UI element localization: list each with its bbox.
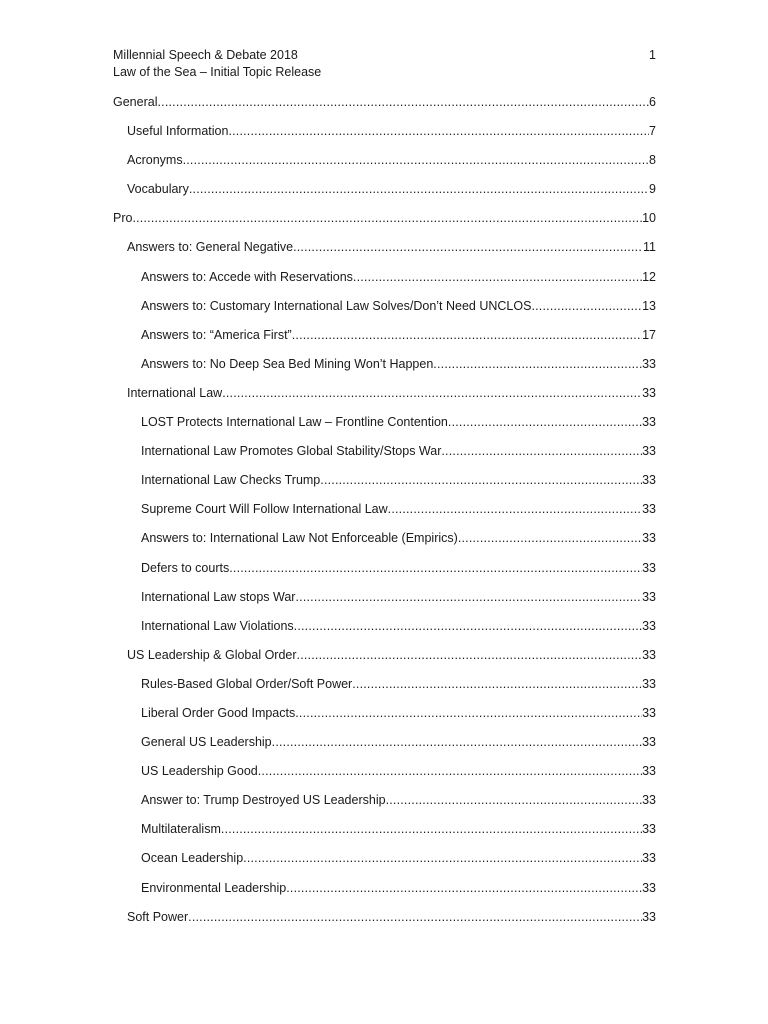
toc-entry-page: 33 — [642, 909, 656, 924]
toc-entry-page: 33 — [642, 502, 656, 517]
toc-entry[interactable] — [113, 645, 656, 674]
toc-entry-page: 33 — [642, 880, 656, 895]
dot-leader — [448, 412, 642, 432]
toc-entry-page: 7 — [649, 124, 656, 139]
dot-leader — [228, 121, 649, 141]
page-number: 1 — [649, 48, 656, 62]
header-title: Millennial Speech & Debate 2018 — [113, 48, 298, 62]
toc-entry[interactable] — [113, 267, 656, 296]
toc-entry[interactable] — [113, 354, 656, 383]
toc-entry[interactable] — [113, 616, 656, 645]
toc-entry[interactable] — [113, 412, 656, 441]
toc-entry-title: Answer to: Trump Destroyed US Leadership — [141, 793, 386, 808]
toc-entry-title: Liberal Order Good Impacts — [141, 705, 296, 720]
toc-entry[interactable] — [113, 325, 656, 354]
toc-entry-title: Defers to courts — [141, 560, 230, 575]
toc-entry-page: 10 — [642, 211, 656, 226]
toc-entry-page: 33 — [642, 473, 656, 488]
toc-entry-page: 33 — [642, 764, 656, 779]
toc-entry[interactable] — [113, 208, 656, 237]
toc-entry-page: 33 — [642, 647, 656, 662]
toc-entry-page: 13 — [642, 298, 656, 313]
toc-entry[interactable] — [113, 907, 656, 936]
toc-entry-page: 33 — [642, 793, 656, 808]
dot-leader — [293, 237, 643, 257]
toc-entry-title: Answers to: No Deep Sea Bed Mining Won’t Happen — [141, 356, 434, 371]
dot-leader — [132, 208, 642, 228]
dot-leader — [386, 790, 643, 810]
table-of-contents — [113, 92, 656, 936]
toc-entry[interactable] — [113, 121, 656, 150]
dot-leader — [531, 296, 642, 316]
toc-entry-title: General US Leadership — [141, 735, 272, 750]
dot-leader — [272, 732, 642, 752]
toc-entry-page: 33 — [642, 676, 656, 691]
dot-leader — [352, 674, 642, 694]
dot-leader — [189, 179, 649, 199]
toc-entry-title: Useful Information — [127, 124, 229, 139]
toc-entry[interactable] — [113, 790, 656, 819]
toc-entry-page: 12 — [642, 269, 656, 284]
header-row — [113, 47, 656, 64]
toc-entry-page: 33 — [642, 356, 656, 371]
toc-entry-title: Pro — [113, 211, 133, 226]
toc-entry-title: General — [113, 95, 158, 109]
dot-leader — [458, 528, 642, 548]
toc-entry-page: 33 — [642, 385, 656, 400]
toc-entry-page: 33 — [642, 735, 656, 750]
toc-entry-page: 11 — [643, 240, 656, 255]
toc-entry-page: 33 — [642, 618, 656, 633]
dot-leader — [188, 907, 642, 927]
dot-leader — [388, 499, 642, 519]
toc-entry-page: 17 — [642, 327, 656, 342]
toc-entry-title: Answers to: “America First” — [141, 327, 292, 342]
toc-entry-page: 33 — [642, 444, 656, 459]
toc-entry[interactable] — [113, 237, 656, 266]
toc-entry-title: Answers to: Customary International Law Solves/Don’t Need UNCLOS — [141, 298, 532, 313]
toc-entry-page: 33 — [642, 851, 656, 866]
toc-entry-page: 9 — [649, 182, 656, 197]
toc-entry[interactable] — [113, 878, 656, 907]
toc-entry-title: Supreme Court Will Follow International Law — [141, 502, 388, 517]
dot-leader — [295, 587, 642, 607]
toc-entry[interactable] — [113, 848, 656, 877]
toc-entry[interactable] — [113, 674, 656, 703]
dot-leader — [353, 267, 642, 287]
toc-entry[interactable] — [113, 703, 656, 732]
dot-leader — [292, 325, 642, 345]
toc-entry-title: Acronyms — [127, 153, 183, 168]
toc-entry[interactable] — [113, 732, 656, 761]
toc-entry-title: LOST Protects International Law – Frontline Contention — [141, 415, 448, 430]
toc-entry-title: Vocabulary — [127, 182, 189, 197]
toc-entry-page: 33 — [642, 531, 656, 546]
dot-leader — [222, 383, 642, 403]
toc-entry-page: 33 — [642, 415, 656, 430]
document-page — [113, 0, 656, 1024]
toc-entry-title: Answers to: General Negative — [127, 240, 294, 255]
dot-leader — [221, 819, 642, 839]
dot-leader — [157, 92, 649, 112]
toc-entry-title: Rules-Based Global Order/Soft Power — [141, 676, 353, 691]
dot-leader — [258, 761, 642, 781]
toc-entry[interactable] — [113, 587, 656, 616]
toc-entry-page: 33 — [642, 560, 656, 575]
toc-entry-title: International Law Checks Trump — [141, 473, 321, 488]
toc-entry-page: 6 — [649, 95, 656, 109]
toc-entry-title: US Leadership Good — [141, 764, 258, 779]
toc-entry-title: Answers to: Accede with Reservations — [141, 269, 353, 284]
toc-entry-title: International Law Violations — [141, 618, 294, 633]
dot-leader — [286, 878, 642, 898]
toc-entry-title: US Leadership & Global Order — [127, 647, 297, 662]
toc-entry[interactable] — [113, 441, 656, 470]
dot-leader — [297, 645, 643, 665]
dot-leader — [229, 558, 642, 578]
dot-leader — [441, 441, 642, 461]
dot-leader — [320, 470, 642, 490]
dot-leader — [295, 703, 642, 723]
toc-entry[interactable] — [113, 150, 656, 179]
toc-entry[interactable] — [113, 499, 656, 528]
toc-entry-page: 33 — [642, 705, 656, 720]
page-header — [113, 47, 656, 81]
toc-entry[interactable] — [113, 819, 656, 848]
toc-entry[interactable] — [113, 296, 656, 325]
toc-entry-page: 33 — [642, 589, 656, 604]
toc-entry-title: International Law stops War — [141, 589, 296, 604]
toc-entry[interactable] — [113, 179, 656, 208]
toc-entry[interactable] — [113, 558, 656, 587]
toc-entry-page: 33 — [642, 822, 656, 837]
toc-entry-title: Ocean Leadership — [141, 851, 244, 866]
toc-entry[interactable] — [113, 383, 656, 412]
toc-entry-page: 8 — [649, 153, 656, 168]
toc-entry[interactable] — [113, 528, 656, 557]
toc-entry-title: Soft Power — [127, 909, 189, 924]
header-subtitle: Law of the Sea – Initial Topic Release — [113, 65, 322, 79]
toc-entry-title: Environmental Leadership — [141, 880, 287, 895]
dot-leader — [183, 150, 649, 170]
toc-entry[interactable] — [113, 92, 656, 121]
toc-entry-title: Multilateralism — [141, 822, 221, 837]
dot-leader — [433, 354, 642, 374]
toc-entry-title: Answers to: International Law Not Enforceable (Empirics) — [141, 531, 458, 546]
toc-entry[interactable] — [113, 761, 656, 790]
toc-entry-title: International Law — [127, 385, 223, 400]
dot-leader — [243, 848, 642, 868]
toc-entry[interactable] — [113, 470, 656, 499]
dot-leader — [294, 616, 642, 636]
toc-entry-title: International Law Promotes Global Stability/Stops War — [141, 444, 442, 459]
